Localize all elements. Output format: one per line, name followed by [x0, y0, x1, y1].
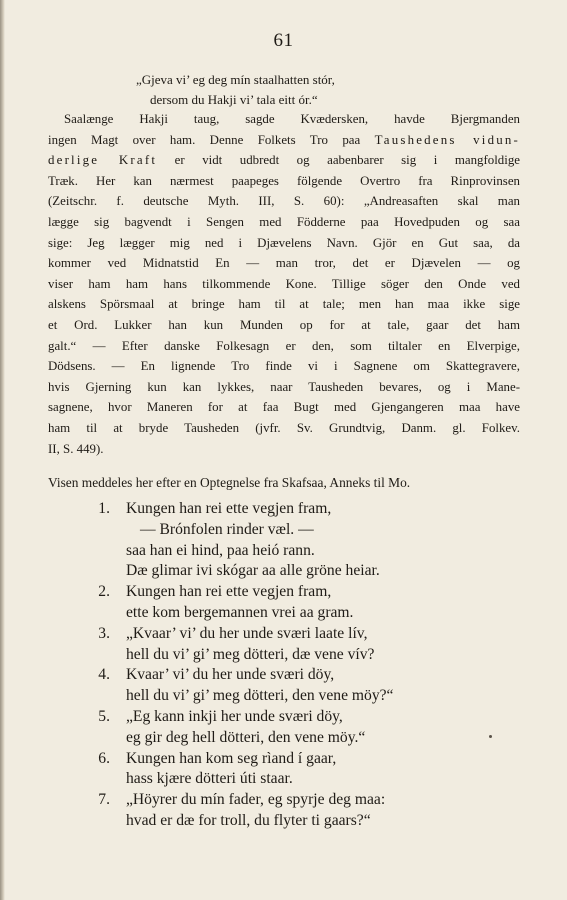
- paragraph-line: Saalænge Hakji taug, sagde Kvædersken, havde Bjergmanden: [64, 112, 520, 126]
- paragraph-line: hvis Gjerning kun kan lykkes, naar Tausheden bevares, og i Mane-: [48, 379, 520, 394]
- paragraph-line: kommer ved Midnatstid En — man tror, det er Djævelen — og: [48, 256, 520, 271]
- verse-text: Kungen han kom seg rìand í gaar,: [126, 749, 337, 767]
- verse-number: 2.: [98, 583, 110, 601]
- paragraph-line: et Ord. Lukker han kun Munden op for at tale, gaar det ham: [48, 317, 520, 332]
- paragraph-line: [48, 130, 520, 151]
- paragraph-text: ingen Magt over ham. Denne Folkets Tro paa: [48, 132, 361, 147]
- paragraph-text: er vidt udbredt og aabenbarer sig i mangfoldige: [174, 153, 520, 168]
- verse-refrain: — Brónfolen rinder væl. —: [140, 520, 314, 538]
- verse-3: [88, 624, 528, 666]
- page-gutter-shadow: [0, 0, 5, 900]
- verse-line: hell du vi’ gi’ meg dötteri, den vene möy?“: [126, 687, 394, 705]
- paragraph-line: Dödsens. — En lignende Tro finde vi i Sagnene om Skattegravere,: [48, 359, 520, 374]
- paragraph-line: lægge sig bagvendt i Sengen med Födderne paa Hovedpuden og saa: [48, 214, 520, 229]
- verse-text: „Eg kann inkji her unde sværi döy,: [126, 707, 343, 725]
- verse-line: hell du vi’ gi’ meg dötteri, dæ vene vív?: [126, 645, 375, 663]
- paragraph-line: [48, 150, 520, 171]
- verse-number: 1.: [98, 500, 110, 517]
- emphasized-text: Taushedens vidun-: [374, 132, 520, 147]
- verse-text: Kungen han rei ette vegjen fram,: [126, 500, 332, 517]
- verse-line: [88, 582, 528, 603]
- verse-1: [88, 499, 528, 582]
- paragraph-line: viser ham ham hans tilkommende Kone. Tillige söger den Onde ved: [48, 276, 520, 291]
- verse-7: [88, 790, 528, 832]
- quote-line-1: „Gjeva vi’ eg deg mín staalhatten stór,: [136, 72, 335, 87]
- verse-5: [88, 707, 528, 749]
- verse-text: Kvaar’ vi’ du her unde sværi döy,: [126, 666, 335, 684]
- verse-4: [88, 665, 528, 707]
- print-speck: [489, 735, 492, 738]
- paragraph-line: II, S. 449).: [48, 441, 104, 456]
- body-paragraph: [48, 109, 520, 459]
- quote-line-2: dersom du Hakji vi’ tala eitt ór.“: [150, 92, 318, 107]
- paragraph-line: sagnene, hvor Maneren for at faa Bugt med Gjengangeren maa have: [48, 400, 520, 415]
- verse-line: hass kjære dötteri úti staar.: [126, 770, 293, 788]
- verse-number: 3.: [98, 624, 110, 642]
- song-verses: [88, 499, 528, 832]
- verse-text: Kungen han rei ette vegjen fram,: [126, 583, 332, 601]
- page-number: 61: [273, 30, 294, 51]
- verse-number: 6.: [98, 749, 110, 767]
- verse-line: saa han ei hind, paa heió rann.: [126, 541, 315, 559]
- verse-2: [88, 582, 528, 624]
- verse-line: [88, 499, 528, 520]
- verse-line: ette kom bergemannen vrei aa gram.: [126, 603, 354, 621]
- verse-number: 5.: [98, 707, 110, 725]
- verse-number: 4.: [98, 666, 110, 684]
- paragraph-line: alskens Spörsmaal at bringe ham til at tale; men han maa ikke sige: [48, 297, 520, 312]
- paragraph-line: (Zeitschr. f. deutsche Myth. III, S. 60): „Andreasaften skal man: [48, 194, 520, 209]
- verse-6: [88, 749, 528, 791]
- paragraph-line: ham til at bryde Tausheden (jvfr. Sv. Grundtvig, Danm. gl. Folkev.: [48, 420, 520, 435]
- verse-line: hvad er dæ for troll, du flyter ti gaars?“: [126, 811, 371, 829]
- verse-number: 7.: [98, 791, 110, 809]
- verse-line: [88, 707, 528, 728]
- verse-line: Dæ glimar ivi skógar aa alle gröne heiar.: [126, 562, 380, 580]
- verse-text: „Höyrer du mín fader, eg spyrje deg maa:: [126, 791, 386, 809]
- verse-line: [88, 790, 528, 811]
- verse-line: [88, 665, 528, 686]
- paragraph-line: Træk. Her kan nærmest paapeges fölgende Overtro fra Rinprovinsen: [48, 173, 520, 188]
- paragraph-line: galt.“ — Efter danske Folkesagn er den, som tiltaler en Elverpige,: [48, 338, 520, 353]
- verse-line: eg gir deg hell dötteri, den vene möy.“: [126, 728, 366, 746]
- verse-text: „Kvaar’ vi’ du her unde sværi laate lív,: [126, 624, 368, 642]
- emphasized-text: derlige Kraft: [48, 153, 158, 168]
- paragraph-line: sige: Jeg lægger mig ned i Djævelens Navn. Gjör en Gut saa, da: [48, 235, 520, 250]
- song-intro: Visen meddeles her efter en Optegnelse fra Skafsaa, Anneks til Mo.: [48, 475, 411, 490]
- verse-line: [88, 624, 528, 645]
- verse-line: [88, 749, 528, 770]
